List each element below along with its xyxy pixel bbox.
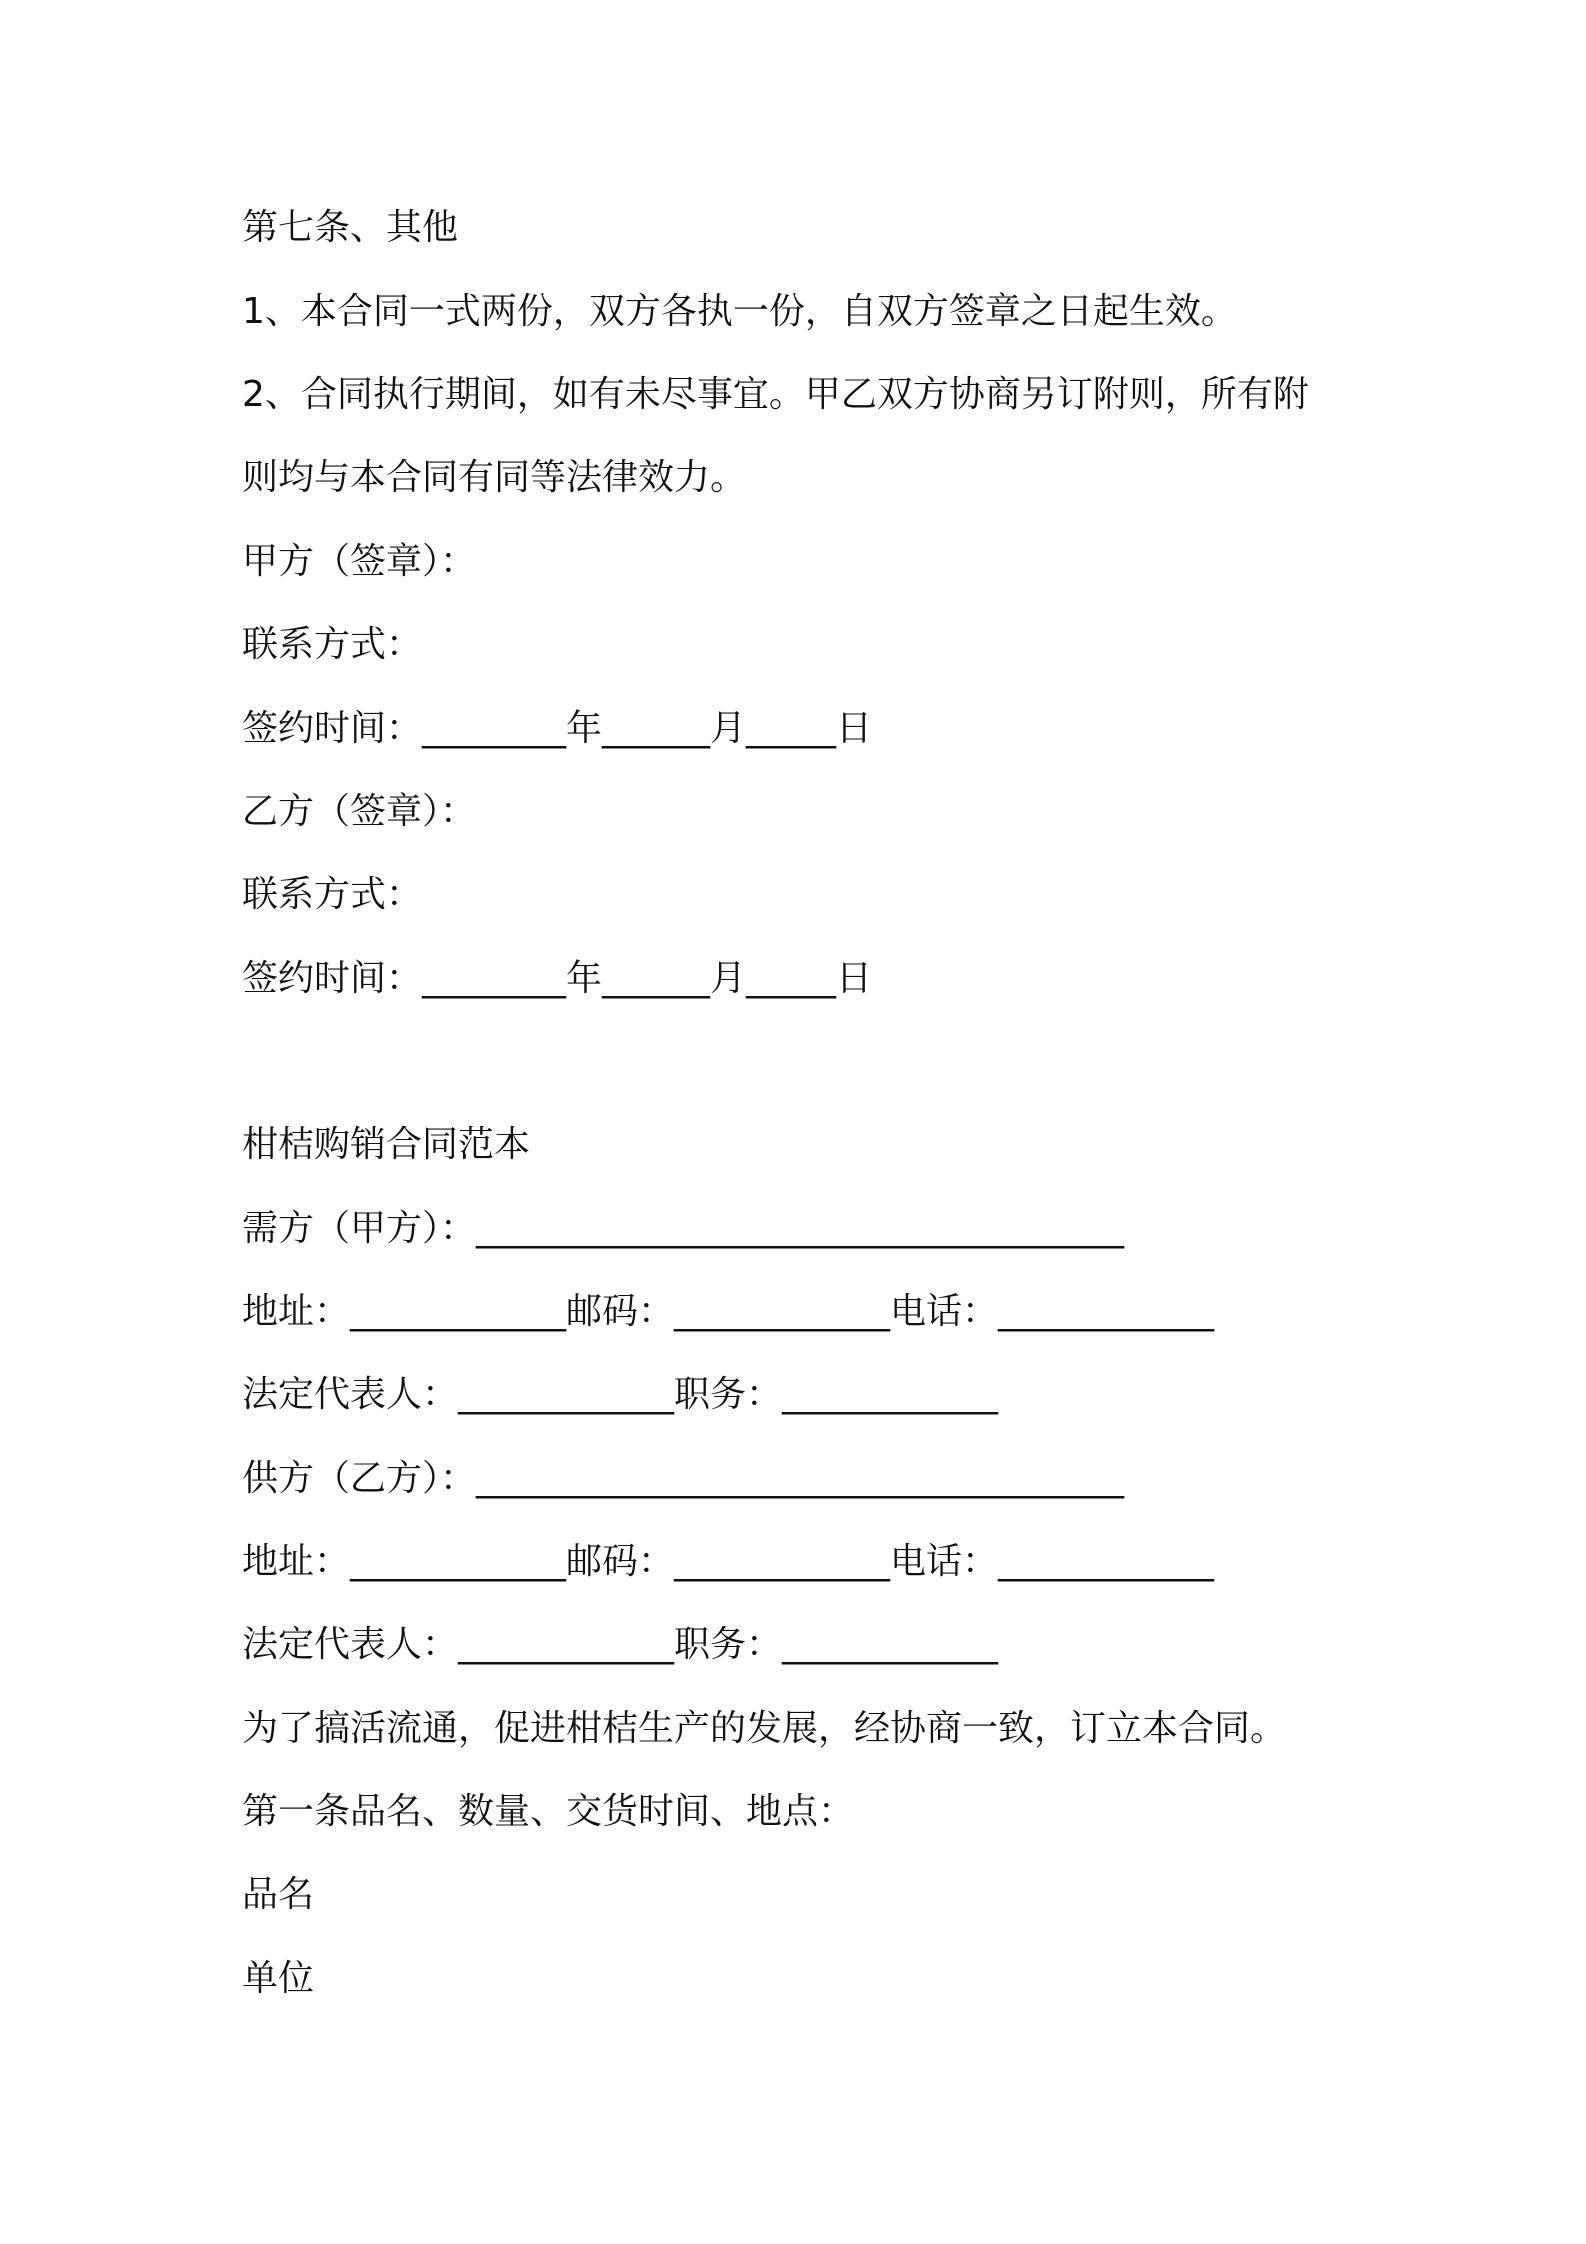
article-1-heading: 第一条品名、数量、交货时间、地点： — [242, 1791, 855, 1832]
party-b-contact: 联系方式： — [242, 874, 423, 915]
party-b-sign-date: 签约时间：________年______月_____日 — [242, 958, 873, 999]
section-heading-other: 第七条、其他 — [242, 207, 459, 248]
clause-2-line-1: 2、合同执行期间，如有未尽事宜。甲乙双方协商另订附则，所有附 — [242, 374, 1309, 415]
party-a-contact: 联系方式： — [242, 624, 423, 665]
buyer-name-field: 需方（甲方）：____________________________________ — [242, 1208, 1125, 1249]
buyer-address-row: 地址：____________邮码：____________电话：____________ — [242, 1291, 1215, 1332]
buyer-representative-row: 法定代表人：____________职务：____________ — [242, 1374, 999, 1415]
contract-purpose: 为了搞活流通，促进柑桔生产的发展，经协商一致，订立本合同。 — [242, 1708, 1287, 1749]
product-name-label: 品名 — [242, 1874, 315, 1915]
seller-name-field: 供方（乙方）：____________________________________ — [242, 1458, 1125, 1499]
clause-1-effectiveness: 1、本合同一式两份，双方各执一份，自双方签章之日起生效。 — [242, 291, 1237, 332]
seller-address-row: 地址：____________邮码：____________电话：____________ — [242, 1541, 1215, 1582]
clause-2-line-2: 则均与本合同有同等法律效力。 — [242, 457, 747, 498]
party-b-signature: 乙方（签章）： — [242, 791, 477, 832]
party-a-sign-date: 签约时间：________年______月_____日 — [242, 708, 873, 749]
seller-representative-row: 法定代表人：____________职务：____________ — [242, 1624, 999, 1665]
contract-title: 柑桔购销合同范本 — [242, 1124, 531, 1165]
party-a-signature: 甲方（签章）： — [242, 541, 477, 582]
unit-label: 单位 — [242, 1958, 315, 1999]
